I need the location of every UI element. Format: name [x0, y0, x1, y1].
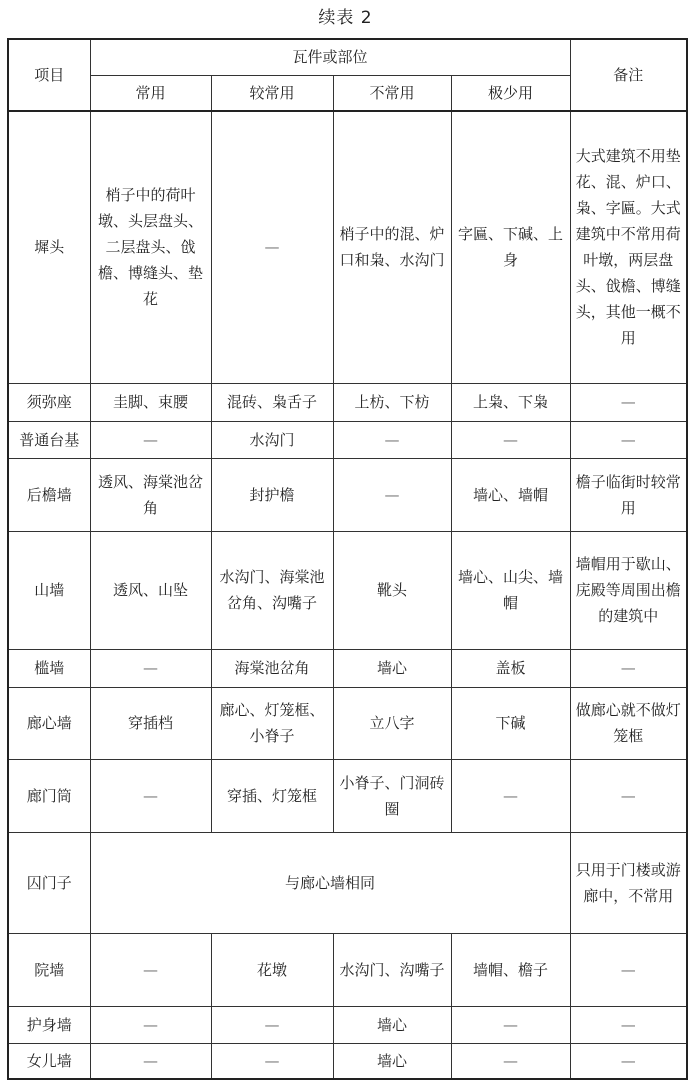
row-item: 普通台基: [8, 421, 90, 458]
cell-uncommon: 墙心: [333, 1043, 451, 1079]
table-row: [8, 458, 687, 531]
component-usage-table: [7, 38, 688, 1080]
cell-fairly-common: 海棠池岔角: [211, 649, 333, 687]
cell-fairly-common: 花墩: [211, 933, 333, 1006]
cell-rare: —: [451, 421, 570, 458]
row-item: 山墙: [8, 531, 90, 649]
header-group: 瓦件或部位: [90, 39, 570, 75]
cell-rare: 下碱: [451, 687, 570, 759]
cell-common: —: [90, 649, 211, 687]
row-item: 须弥座: [8, 383, 90, 421]
cell-rare: 上枭、下枭: [451, 383, 570, 421]
cell-common: —: [90, 1006, 211, 1043]
table-row: [8, 759, 687, 832]
row-item: 廊门筒: [8, 759, 90, 832]
cell-uncommon: —: [333, 458, 451, 531]
cell-fairly-common: —: [211, 1043, 333, 1079]
cell-fairly-common: —: [211, 111, 333, 383]
cell-uncommon: 立八字: [333, 687, 451, 759]
row-item: 后檐墙: [8, 458, 90, 531]
cell-rare: 盖板: [451, 649, 570, 687]
header-col-fairly-common: 较常用: [211, 75, 333, 111]
cell-common: —: [90, 933, 211, 1006]
cell-fairly-common: 水沟门: [211, 421, 333, 458]
row-item: 院墙: [8, 933, 90, 1006]
cell-remark: —: [570, 421, 687, 458]
row-item: 女儿墙: [8, 1043, 90, 1079]
cell-remark: —: [570, 933, 687, 1006]
cell-fairly-common: 水沟门、海棠池岔角、沟嘴子: [211, 531, 333, 649]
table-row: [8, 687, 687, 759]
cell-common: 透风、山坠: [90, 531, 211, 649]
table-row: [8, 933, 687, 1006]
table-row: [8, 1043, 687, 1079]
row-item: 护身墙: [8, 1006, 90, 1043]
cell-remark: —: [570, 759, 687, 832]
cell-rare: 字匾、下碱、上身: [451, 111, 570, 383]
cell-common: —: [90, 1043, 211, 1079]
row-item: 囚门子: [8, 832, 90, 933]
cell-rare: 墙心、山尖、墙帽: [451, 531, 570, 649]
cell-fairly-common: 混砖、枭舌子: [211, 383, 333, 421]
cell-fairly-common: 穿插、灯笼框: [211, 759, 333, 832]
cell-uncommon: 梢子中的混、炉口和枭、水沟门: [333, 111, 451, 383]
cell-rare: —: [451, 759, 570, 832]
table-row: [8, 383, 687, 421]
table-row: [8, 1006, 687, 1043]
row-item: 槛墙: [8, 649, 90, 687]
cell-common: —: [90, 421, 211, 458]
cell-fairly-common: —: [211, 1006, 333, 1043]
header-col-rare: 极少用: [451, 75, 570, 111]
table-row: [8, 649, 687, 687]
cell-remark: —: [570, 649, 687, 687]
header-remark: 备注: [570, 39, 687, 111]
table-row: [8, 531, 687, 649]
table-row: [8, 832, 687, 933]
row-item: 廊心墙: [8, 687, 90, 759]
cell-rare: 墙帽、檐子: [451, 933, 570, 1006]
cell-remark: 檐子临街时较常用: [570, 458, 687, 531]
cell-remark: 只用于门楼或游廊中，不常用: [570, 832, 687, 933]
cell-uncommon: 小脊子、门洞砖圈: [333, 759, 451, 832]
cell-common: 圭脚、束腰: [90, 383, 211, 421]
cell-uncommon: 上枋、下枋: [333, 383, 451, 421]
cell-rare: 墙心、墙帽: [451, 458, 570, 531]
cell-rare: —: [451, 1043, 570, 1079]
header-item: 项目: [8, 39, 90, 111]
table-caption: 续表 2: [318, 8, 373, 28]
cell-rare: —: [451, 1006, 570, 1043]
cell-remark: —: [570, 383, 687, 421]
cell-uncommon: 靴头: [333, 531, 451, 649]
cell-merged: 与廊心墙相同: [90, 832, 570, 933]
cell-uncommon: 墙心: [333, 1006, 451, 1043]
cell-remark: 墙帽用于歇山、庑殿等周围出檐的建筑中: [570, 531, 687, 649]
cell-common: 穿插档: [90, 687, 211, 759]
cell-uncommon: 墙心: [333, 649, 451, 687]
cell-fairly-common: 廊心、灯笼框、小脊子: [211, 687, 333, 759]
cell-fairly-common: 封护檐: [211, 458, 333, 531]
cell-remark: 做廊心就不做灯笼框: [570, 687, 687, 759]
table-row: [8, 111, 687, 383]
cell-remark: —: [570, 1043, 687, 1079]
cell-remark: 大式建筑不用垫花、混、炉口、枭、字匾。大式建筑中不常用荷叶墩，两层盘头、戗檐、博缝头，其他一概不用: [570, 111, 687, 383]
cell-common: —: [90, 759, 211, 832]
cell-common: 透风、海棠池岔角: [90, 458, 211, 531]
cell-uncommon: —: [333, 421, 451, 458]
cell-uncommon: 水沟门、沟嘴子: [333, 933, 451, 1006]
cell-remark: —: [570, 1006, 687, 1043]
cell-common: 梢子中的荷叶墩、头层盘头、二层盘头、戗檐、博缝头、垫花: [90, 111, 211, 383]
table-row: [8, 421, 687, 458]
header-col-uncommon: 不常用: [333, 75, 451, 111]
row-item: 墀头: [8, 111, 90, 383]
header-col-common: 常用: [90, 75, 211, 111]
